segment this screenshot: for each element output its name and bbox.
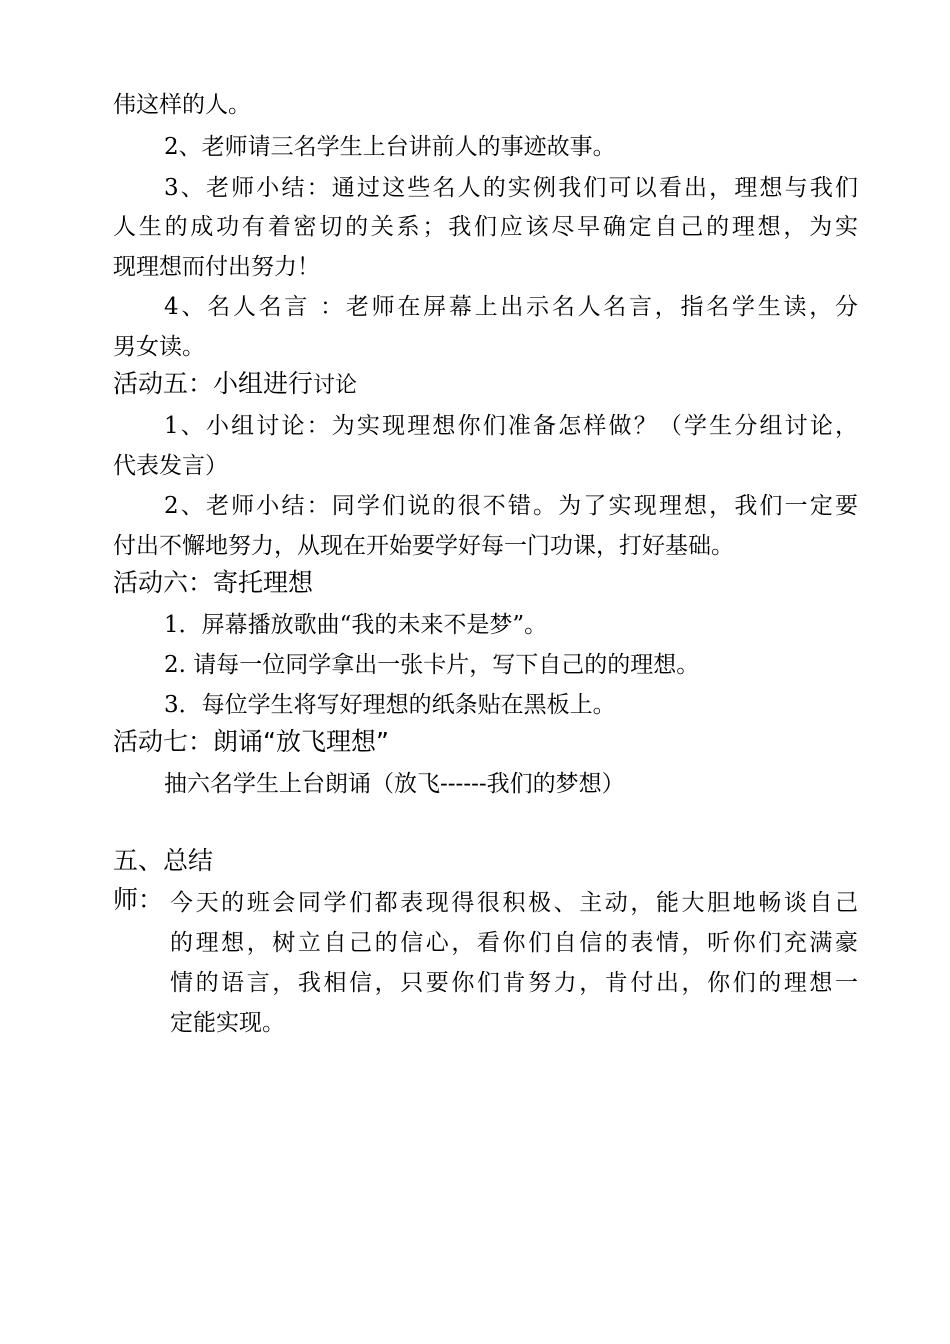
paragraph-line: 人生的成功有着密切的关系；我们应该尽早确定自己的理想，为实 bbox=[113, 214, 858, 240]
section-heading-activity-5 bbox=[113, 368, 858, 402]
section-heading-summary: 五、总结 bbox=[113, 846, 214, 875]
paragraph-line: 2. 请每一位同学拿出一张卡片，写下自己的的理想。 bbox=[164, 652, 700, 678]
paragraph-line: 的理想，树立自己的信心，看你们自信的表情，听你们充满豪 bbox=[170, 930, 858, 956]
paragraph-line: 男女读。 bbox=[113, 334, 205, 360]
paragraph-line: 3、老师小结：通过这些名人的实例我们可以看出，理想与我们 bbox=[164, 175, 858, 201]
paragraph-line: 1、小组讨论：为实现理想你们准备怎样做？（学生分组讨论， bbox=[164, 413, 858, 439]
paragraph-line: 4、名人名言 ：老师在屏幕上出示名人名言，指名学生读，分 bbox=[164, 294, 858, 320]
paragraph-line: 3．每位学生将写好理想的纸条贴在黑板上。 bbox=[164, 692, 616, 718]
paragraph-line: 情的语言，我相信，只要你们肯努力，肯付出，你们的理想一 bbox=[170, 970, 858, 996]
paragraph-line: 2、老师请三名学生上台讲前人的事迹故事。 bbox=[164, 134, 616, 160]
paragraph-line: 付出不懈地努力，从现在开始要学好每一门功课，打好基础。 bbox=[113, 533, 734, 559]
section-heading-activity-7: 活动七：朗诵“放飞理想” bbox=[113, 727, 389, 756]
speaker-label: 师： bbox=[113, 885, 164, 914]
paragraph-line: 1．屏幕播放歌曲“我的未来不是梦”。 bbox=[164, 612, 548, 638]
paragraph-line: 代表发言） bbox=[113, 453, 228, 479]
paragraph-line: 今天的班会同学们都表现得很积极、主动，能大胆地畅谈自己 bbox=[170, 890, 858, 916]
paragraph-line: 现理想而付出努力！ bbox=[113, 254, 320, 280]
paragraph-line: 抽六名学生上台朗诵（放飞------我们的梦想） bbox=[164, 771, 625, 797]
heading-text: 活动五：小组进行 bbox=[113, 369, 314, 398]
paragraph-line: 伟这样的人。 bbox=[113, 92, 251, 118]
paragraph-line: 2、老师小结：同学们说的很不错。为了实现理想，我们一定要 bbox=[164, 493, 858, 519]
heading-text-small: 讨论 bbox=[313, 373, 358, 398]
section-heading-activity-6: 活动六：寄托理想 bbox=[113, 568, 314, 597]
paragraph-line: 定能实现。 bbox=[170, 1010, 285, 1036]
